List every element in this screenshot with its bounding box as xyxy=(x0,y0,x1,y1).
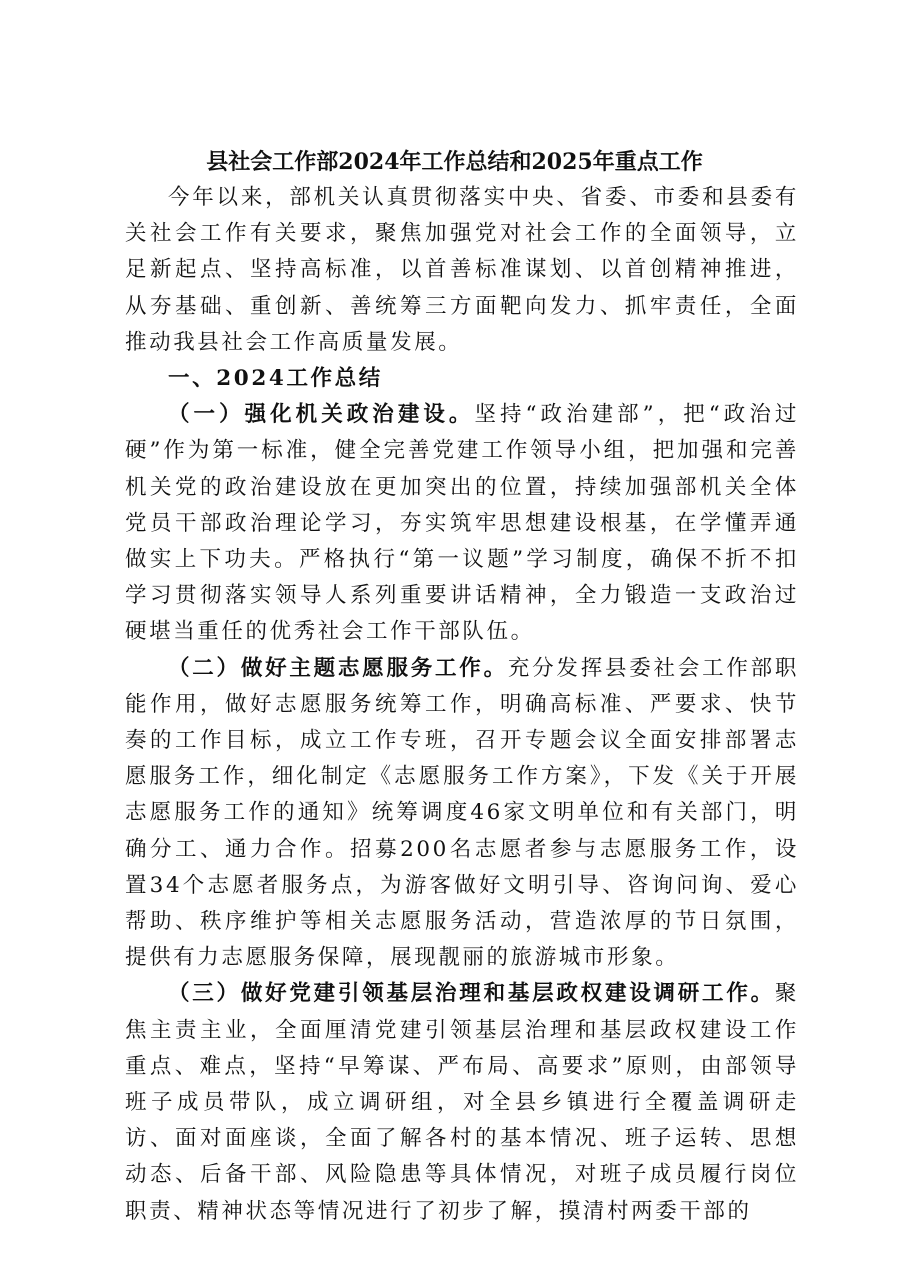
section-heading: 一、2024工作总结 xyxy=(168,366,383,392)
item-lead: （一）强化机关政治建设。 xyxy=(168,402,475,428)
item-text: 坚持“政治建部”，把“政治过硬”作为第一标准，健全完善党建工作领导小组，把加强和完善机关党的政治建设放在更加突出的位置，持续加强部机关全体党员干部政治理论学习，夯实筑牢思想建设根基，在学懂弄通做实上下功夫。严格执行“第一议题”学习制度，确保不折不扣学习贯彻落实领导人系列重要讲话精神，全力锻造一支政治过硬堪当重任的优秀社会工作干部队伍。 xyxy=(125,402,799,645)
item-paragraph xyxy=(125,397,799,650)
item-lead: （二）做好主题志愿服务工作。 xyxy=(168,655,508,681)
item-paragraph xyxy=(125,651,799,977)
document-body xyxy=(125,180,799,1230)
document-title: 县社会工作部2024年工作总结和2025年重点工作 xyxy=(206,149,703,175)
item-text: 聚焦主责主业，全面厘清党建引领基层治理和基层政权建设工作重点、难点，坚持“早筹谋、严布局、高要求”原则，由部领导班子成员带队，成立调研组，对全县乡镇进行全覆盖调研走访、面对面座谈，全面了解各村的基本情况、班子运转、思想动态、后备干部、风险隐患等具体情况，对班子成员履行岗位职责、精神状态等情况进行了初步了解，摸清村两委干部的 xyxy=(125,981,799,1224)
item-paragraph xyxy=(125,976,799,1229)
item-text: 充分发挥县委社会工作部职能作用，做好志愿服务统筹工作，明确高标准、严要求、快节奏的工作目标，成立工作专班，召开专题会议全面安排部署志愿服务工作，细化制定《志愿服务工作方案》，下发《关于开展志愿服务工作的通知》统筹调度46家文明单位和有关部门，明确分工、通力合作。招募200名志愿者参与志愿服务工作，设置34个志愿者服务点，为游客做好文明引导、咨询问询、爱心帮助、秩序维护等相关志愿服务活动，营造浓厚的节日氛围，提供有力志愿服务保障，展现靓丽的旅游城市形象。 xyxy=(125,655,800,971)
item-lead: （三）做好党建引领基层治理和基层政权建设调研工作。 xyxy=(168,981,775,1007)
intro-paragraph: 今年以来，部机关认真贯彻落实中央、省委、市委和县委有关社会工作有关要求，聚焦加强党对社会工作的全面领导，立足新起点、坚持高标准，以首善标准谋划、以首创精神推进，从夯基础、重创新、善统筹三方面靶向发力、抓牢责任，全面推动我县社会工作高质量发展。 xyxy=(125,185,799,355)
